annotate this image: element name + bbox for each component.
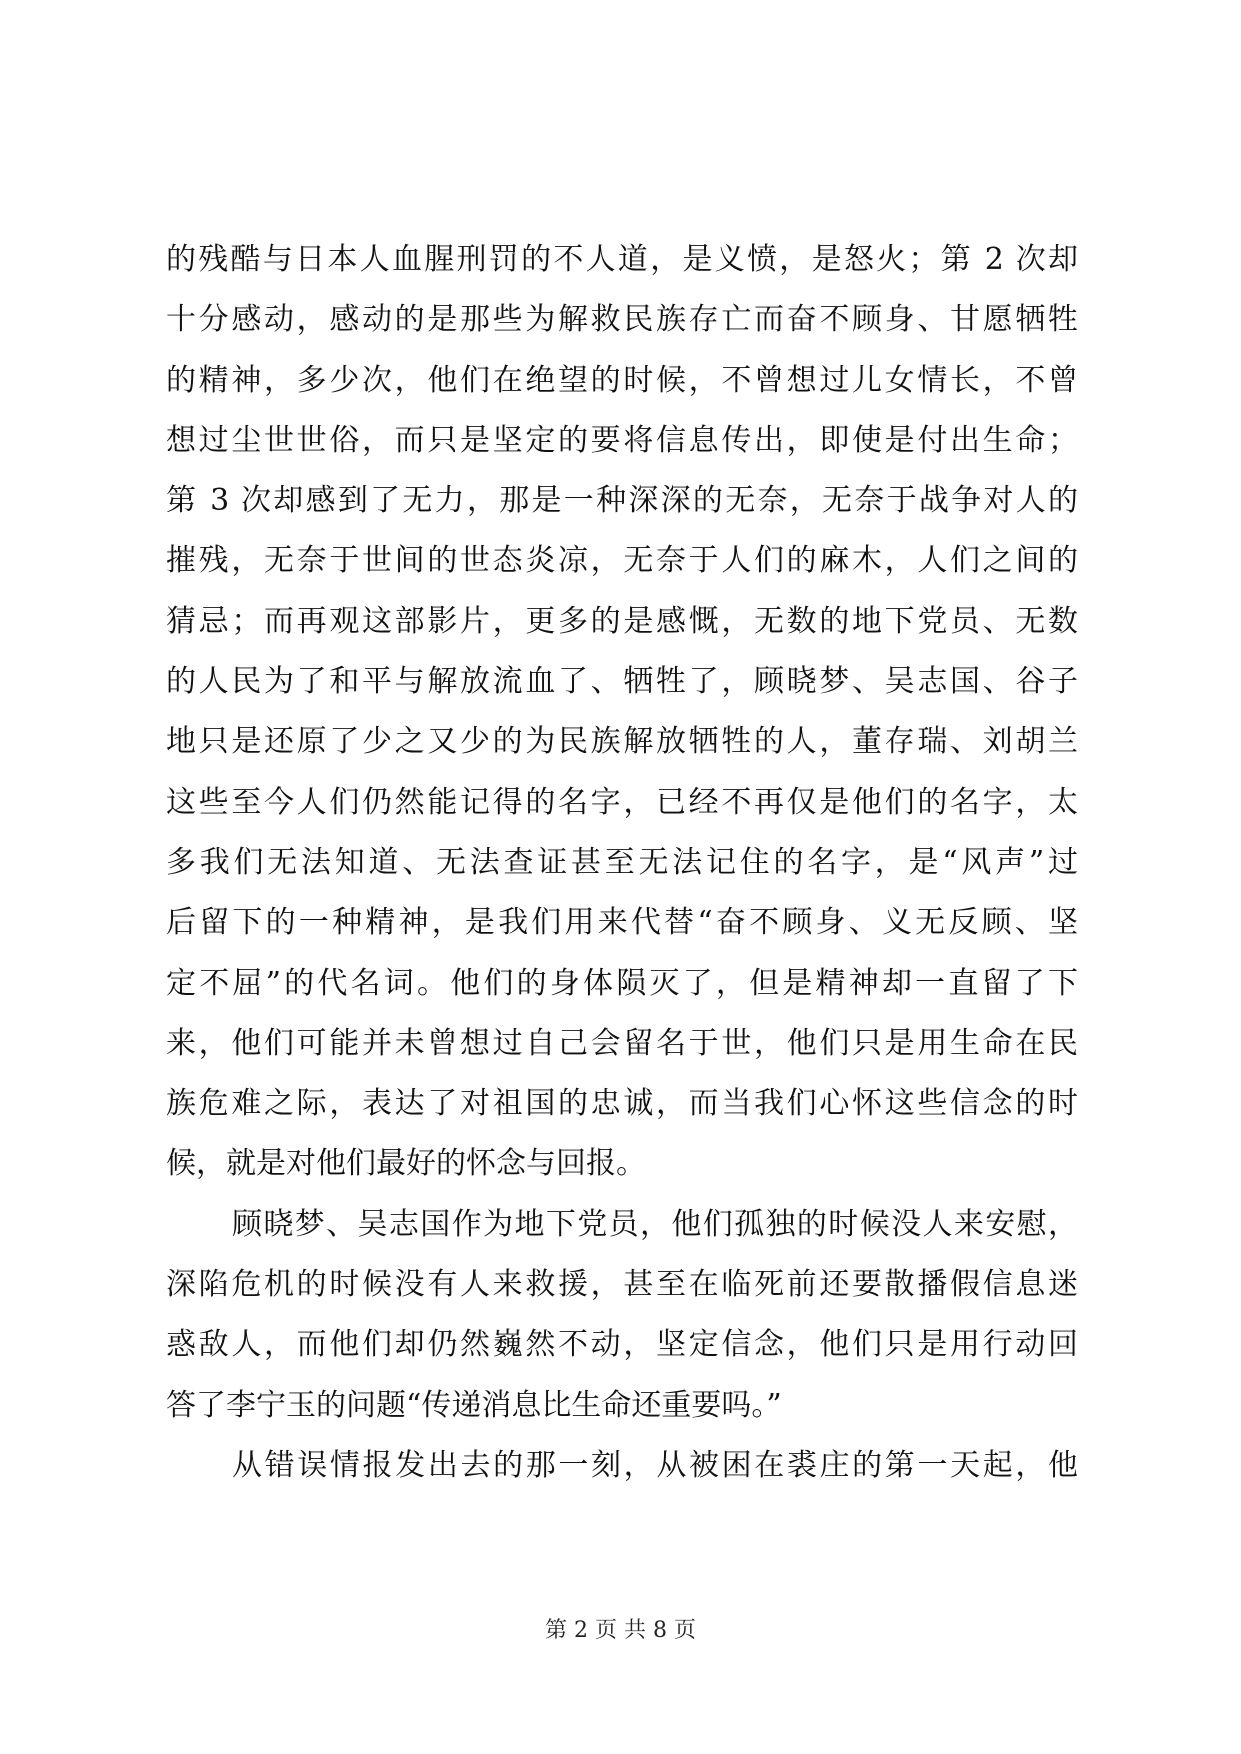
text-line: 深陷危机的时候没有人来救援，甚至在临死前还要散播假信息迷 xyxy=(166,1267,1078,1303)
paragraph-2 xyxy=(166,1195,1078,1436)
text-line: 顾晓梦、吴志国作为地下党员，他们孤独的时候没人来安慰， xyxy=(232,1206,1078,1242)
text-line: 后留下的一种精神，是我们用来代替“奋不顾身、义无反顾、坚 xyxy=(166,905,1078,941)
text-line: 多我们无法知道、无法查证甚至无法记住的名字，是“风声”过 xyxy=(166,844,1078,880)
text-line: 十分感动，感动的是那些为解救民族存亡而奋不顾身、甘愿牺牲 xyxy=(166,302,1078,338)
text-line: 族危难之际，表达了对祖国的忠诚，而当我们心怀这些信念的时 xyxy=(166,1086,1078,1122)
text-line: 候，就是对他们最好的怀念与回报。 xyxy=(166,1146,646,1182)
text-line: 的残酷与日本人血腥刑罚的不人道，是义愤，是怒火；第 2 次却 xyxy=(166,242,1078,277)
text-line: 答了李宁玉的问题“传递消息比生命还重要吗。” xyxy=(166,1387,782,1423)
text-line: 来，他们可能并未曾想过自己会留名于世，他们只是用生命在民 xyxy=(166,1025,1078,1061)
text-line: 定不屈”的代名词。他们的身体陨灭了，但是精神却一直留了下 xyxy=(166,965,1078,1001)
text-line: 的精神，多少次，他们在绝望的时候，不曾想过儿女情长，不曾 xyxy=(166,362,1078,398)
text-line: 这些至今人们仍然能记得的名字，已经不再仅是他们的名字，太 xyxy=(166,784,1078,820)
text-line: 想过尘世世俗，而只是坚定的要将信息传出，即使是付出生命； xyxy=(166,422,1078,458)
text-line: 猜忌；而再观这部影片，更多的是感慨，无数的地下党员、无数 xyxy=(166,603,1078,639)
page-footer xyxy=(0,1616,1241,1646)
text-line: 从错误情报发出去的那一刻，从被困在裘庄的第一天起，他 xyxy=(232,1447,1078,1483)
text-line: 地只是还原了少之又少的为民族解放牺牲的人，董存瑞、刘胡兰 xyxy=(166,724,1078,760)
body-text xyxy=(166,230,1078,1496)
text-line: 摧残，无奈于世间的世态炎凉，无奈于人们的麻木，人们之间的 xyxy=(166,543,1078,579)
paragraph-1 xyxy=(166,230,1078,1195)
text-line: 第 3 次却感到了无力，那是一种深深的无奈，无奈于战争对人的 xyxy=(166,483,1078,519)
text-line: 的人民为了和平与解放流血了、牺牲了，顾晓梦、吴志国、谷子 xyxy=(166,664,1078,700)
paragraph-3 xyxy=(166,1436,1078,1496)
page-number: 第 2 页 共 8 页 xyxy=(545,1618,696,1643)
text-line: 惑敌人，而他们却仍然巍然不动，坚定信念，他们只是用行动回 xyxy=(166,1327,1078,1363)
